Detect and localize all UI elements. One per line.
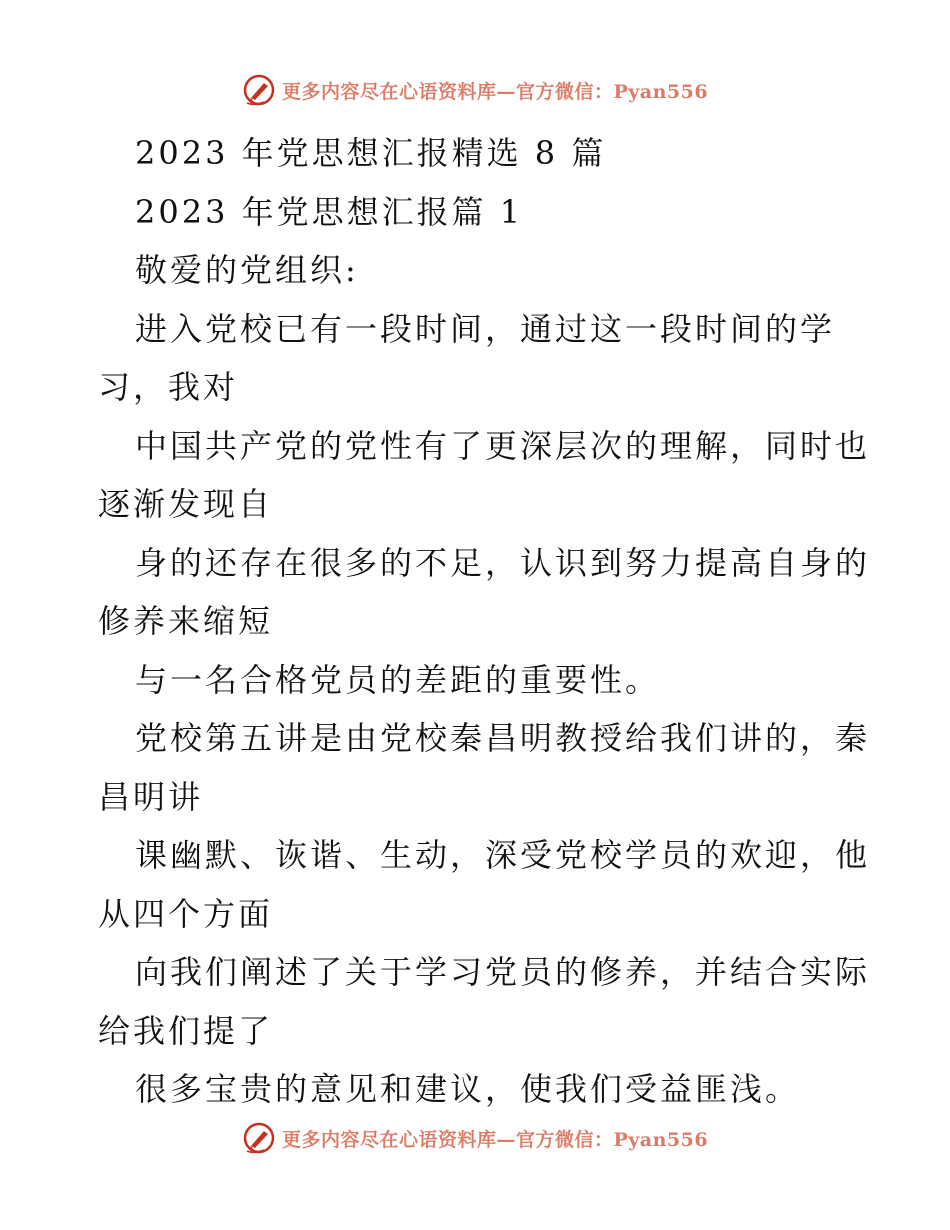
header-watermark — [0, 70, 950, 110]
paragraph-line: 从四个方面 — [98, 894, 274, 933]
paragraph-line: 昌明讲 — [98, 777, 204, 816]
paragraph-line: 习，我对 — [98, 368, 239, 406]
footer-watermark — [0, 1118, 950, 1158]
paragraph-line: 身的还存在很多的不足，认识到努力提高自身的 — [135, 543, 871, 582]
pen-logo-icon — [242, 1121, 276, 1155]
paragraph-line: 逐渐发现自 — [98, 485, 274, 523]
watermark-text: 更多内容尽在心语资料库—官方微信：Pyan556 — [281, 80, 709, 103]
paragraph-line: 向我们阐述了关于学习党员的修养，并结合实际 — [135, 953, 871, 991]
paragraph-line: 与一名合格党员的差距的重要性。 — [135, 660, 661, 699]
document-title: 2023 年党思想汇报精选 8 篇 — [135, 134, 607, 172]
paragraph-line: 进入党校已有一段时间，通过这一段时间的学 — [135, 309, 836, 348]
paragraph-line: 党校第五讲是由党校秦昌明教授给我们讲的，秦 — [135, 719, 871, 757]
document-body — [98, 124, 871, 1119]
section-heading: 2023 年党思想汇报篇 1 — [135, 192, 524, 231]
paragraph-line: 中国共产党的党性有了更深层次的理解，同时也 — [135, 426, 871, 465]
salutation: 敬爱的党组织: — [135, 251, 359, 289]
watermark-text: 更多内容尽在心语资料库—官方微信：Pyan556 — [281, 1128, 709, 1151]
paragraph-line: 很多宝贵的意见和建议，使我们受益匪浅。 — [135, 1070, 801, 1108]
paragraph-line: 修养来缩短 — [98, 602, 274, 640]
pen-logo-icon — [242, 73, 276, 107]
paragraph-line: 课幽默、诙谐、生动，深受党校学员的欢迎，他 — [135, 836, 871, 874]
paragraph-line: 给我们提了 — [98, 1011, 274, 1050]
